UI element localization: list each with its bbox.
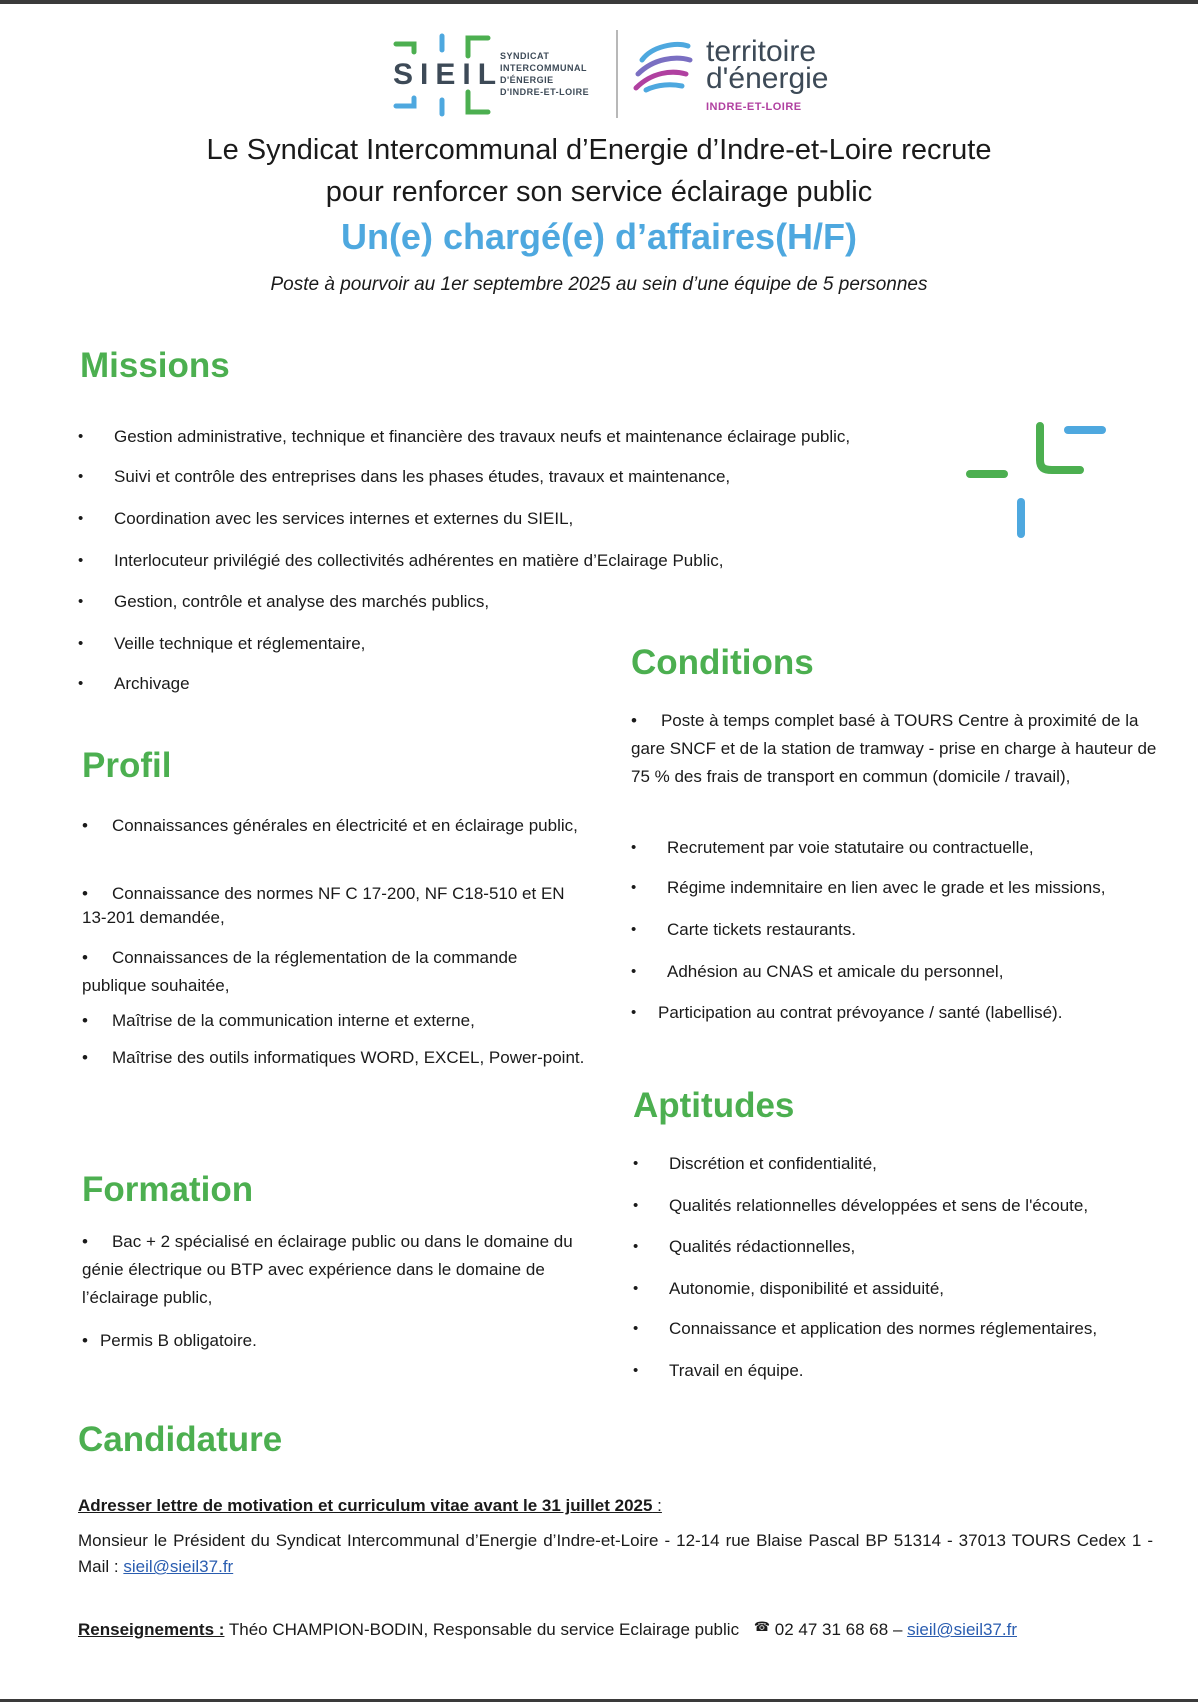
bullet-icon: • [631, 1004, 637, 1021]
bullet-icon: • [82, 948, 88, 967]
bullet-icon: • [78, 428, 84, 445]
list-item: • Connaissance et application des normes réglementaires, [633, 1315, 1097, 1343]
list-item: • Adhésion au CNAS et amicale du personnel, [631, 958, 1003, 986]
bullet-icon: • [633, 1280, 639, 1297]
list-item: • Maîtrise de la communication interne et externe, [82, 1011, 475, 1030]
bullet-icon: • [633, 1362, 639, 1379]
candidature-instruction: Adresser lettre de motivation et curriculum vitae avant le 31 juillet 2025 : [78, 1496, 662, 1515]
bullet-icon: • [631, 879, 637, 896]
list-item: • Connaissances de la réglementation de la commande publique souhaitée, [82, 948, 518, 995]
bullet-icon: • [82, 816, 88, 835]
sieil-wordmark: SIEIL [393, 58, 504, 91]
list-item: • Interlocuteur privilégié des collectivités adhérentes en matière d’Eclairage Public, [78, 547, 724, 575]
bullet-icon: • [82, 1232, 88, 1251]
phone-number: 02 47 31 68 68 [774, 1620, 889, 1639]
bullet-icon: • [633, 1155, 639, 1172]
candidature-heading: Candidature [78, 1420, 283, 1459]
list-item: • Carte tickets restaurants. [631, 916, 856, 944]
list-item: • Permis B obligatoire. [82, 1331, 257, 1350]
missions-heading: Missions [80, 346, 230, 385]
email-link[interactable]: sieil@sieil37.fr [123, 1557, 234, 1576]
te-subtitle: INDRE-ET-LOIRE [706, 101, 802, 113]
list-item: • Discrétion et confidentialité, [633, 1150, 877, 1178]
te-wordmark-line2: d'énergie [706, 62, 829, 95]
bullet-icon: • [82, 1331, 88, 1350]
job-subtitle: Poste à pourvoir au 1er septembre 2025 au sein d’une équipe de 5 personnes [270, 274, 928, 295]
list-item: • Travail en équipe. [633, 1357, 804, 1385]
bullet-icon: • [631, 921, 637, 938]
phone-icon: ☎ [753, 1619, 771, 1634]
bullet-icon: • [82, 884, 88, 903]
bullet-icon: • [78, 552, 84, 569]
list-item: • Veille technique et réglementaire, [78, 630, 365, 658]
list-item: • Archivage [78, 670, 190, 698]
bullet-icon: • [82, 1011, 88, 1030]
candidature-address: Monsieur le Président du Syndicat Intercommunal d’Energie d’Indre-et-Loire - 12-14 rue Blaise Pascal BP 51314 - 37013 TOURS Cedex 1 - Mail : sieil@sieil37.fr [78, 1531, 1153, 1576]
list-item: • Coordination avec les services internes et externes du SIEIL, [78, 505, 573, 533]
bullet-icon: • [82, 1048, 88, 1067]
list-item: • Gestion, contrôle et analyse des marchés publics, [78, 588, 489, 616]
top-border [0, 0, 1198, 4]
territoire-energie-swoosh-icon [632, 40, 694, 96]
decorative-logo-mark [964, 418, 1114, 542]
bullet-icon: • [633, 1320, 639, 1337]
bullet-icon: • [631, 963, 637, 980]
title-line-1: Le Syndicat Intercommunal d’Energie d’Indre-et-Loire recrute [206, 134, 992, 166]
bullet-icon: • [631, 711, 637, 730]
sieil-subtitle: SYNDICAT INTERCOMMUNAL D'ÉNERGIE D'INDRE-ET-LOIRE [500, 51, 590, 97]
list-item: • Bac + 2 spécialisé en éclairage public ou dans le domaine du génie électrique ou BTP avec expérience dans le domaine de l’éclairage public, [82, 1232, 573, 1307]
bullet-icon: • [633, 1197, 639, 1214]
te-wordmark-line1: territoire [706, 35, 817, 68]
renseignements-line: Renseignements : Théo CHAMPION-BODIN, Responsable du service Eclairage public ☎ 02 47 31 68 68 – sieil@sieil37.fr [78, 1619, 1017, 1639]
list-item: • Participation au contrat prévoyance / santé (labellisé). [631, 999, 1062, 1027]
bullet-icon: • [78, 510, 84, 527]
contact-email-link[interactable]: sieil@sieil37.fr [907, 1620, 1017, 1639]
job-title: Un(e) chargé(e) d’affaires(H/F) [340, 216, 858, 257]
aptitudes-heading: Aptitudes [633, 1086, 795, 1125]
list-item: • Qualités rédactionnelles, [633, 1233, 855, 1261]
bullet-icon: • [78, 593, 84, 610]
bullet-icon: • [633, 1238, 639, 1255]
list-item: • Qualités relationnelles développées et sens de l'écoute, [633, 1192, 1088, 1220]
logo-divider [616, 30, 618, 118]
contact-name: Théo CHAMPION-BODIN, Responsable du service Eclairage public [228, 1620, 740, 1639]
profil-heading: Profil [82, 746, 172, 785]
list-item: • Autonomie, disponibilité et assiduité, [633, 1275, 944, 1303]
bullet-icon: • [631, 839, 637, 856]
list-item: • Suivi et contrôle des entreprises dans les phases études, travaux et maintenance, [78, 463, 730, 491]
conditions-heading: Conditions [631, 643, 814, 682]
list-item: • Régime indemnitaire en lien avec le grade et les missions, [631, 874, 1105, 902]
title-line-2: pour renforcer son service éclairage public [325, 176, 873, 208]
bullet-icon: • [78, 675, 84, 692]
formation-heading: Formation [82, 1170, 254, 1209]
list-item: • Gestion administrative, technique et financière des travaux neufs et maintenance éclairage public, [78, 423, 850, 451]
bullet-icon: • [78, 635, 84, 652]
renseignements-label: Renseignements : [78, 1620, 225, 1639]
list-item: • Connaissance des normes NF C 17-200, NF C18-510 et EN 13-201 demandée, [82, 884, 565, 927]
list-item: • Maîtrise des outils informatiques WORD, EXCEL, Power-point. [82, 1048, 585, 1067]
list-item: • Poste à temps complet basé à TOURS Centre à proximité de la gare SNCF et de la station de tramway - prise en charge à hauteur de 75 % des frais de transport en commun (domicile / travail), [631, 711, 1157, 786]
list-item: • Connaissances générales en électricité et en éclairage public, [82, 816, 578, 835]
list-item: • Recrutement par voie statutaire ou contractuelle, [631, 834, 1034, 862]
bullet-icon: • [78, 468, 84, 485]
